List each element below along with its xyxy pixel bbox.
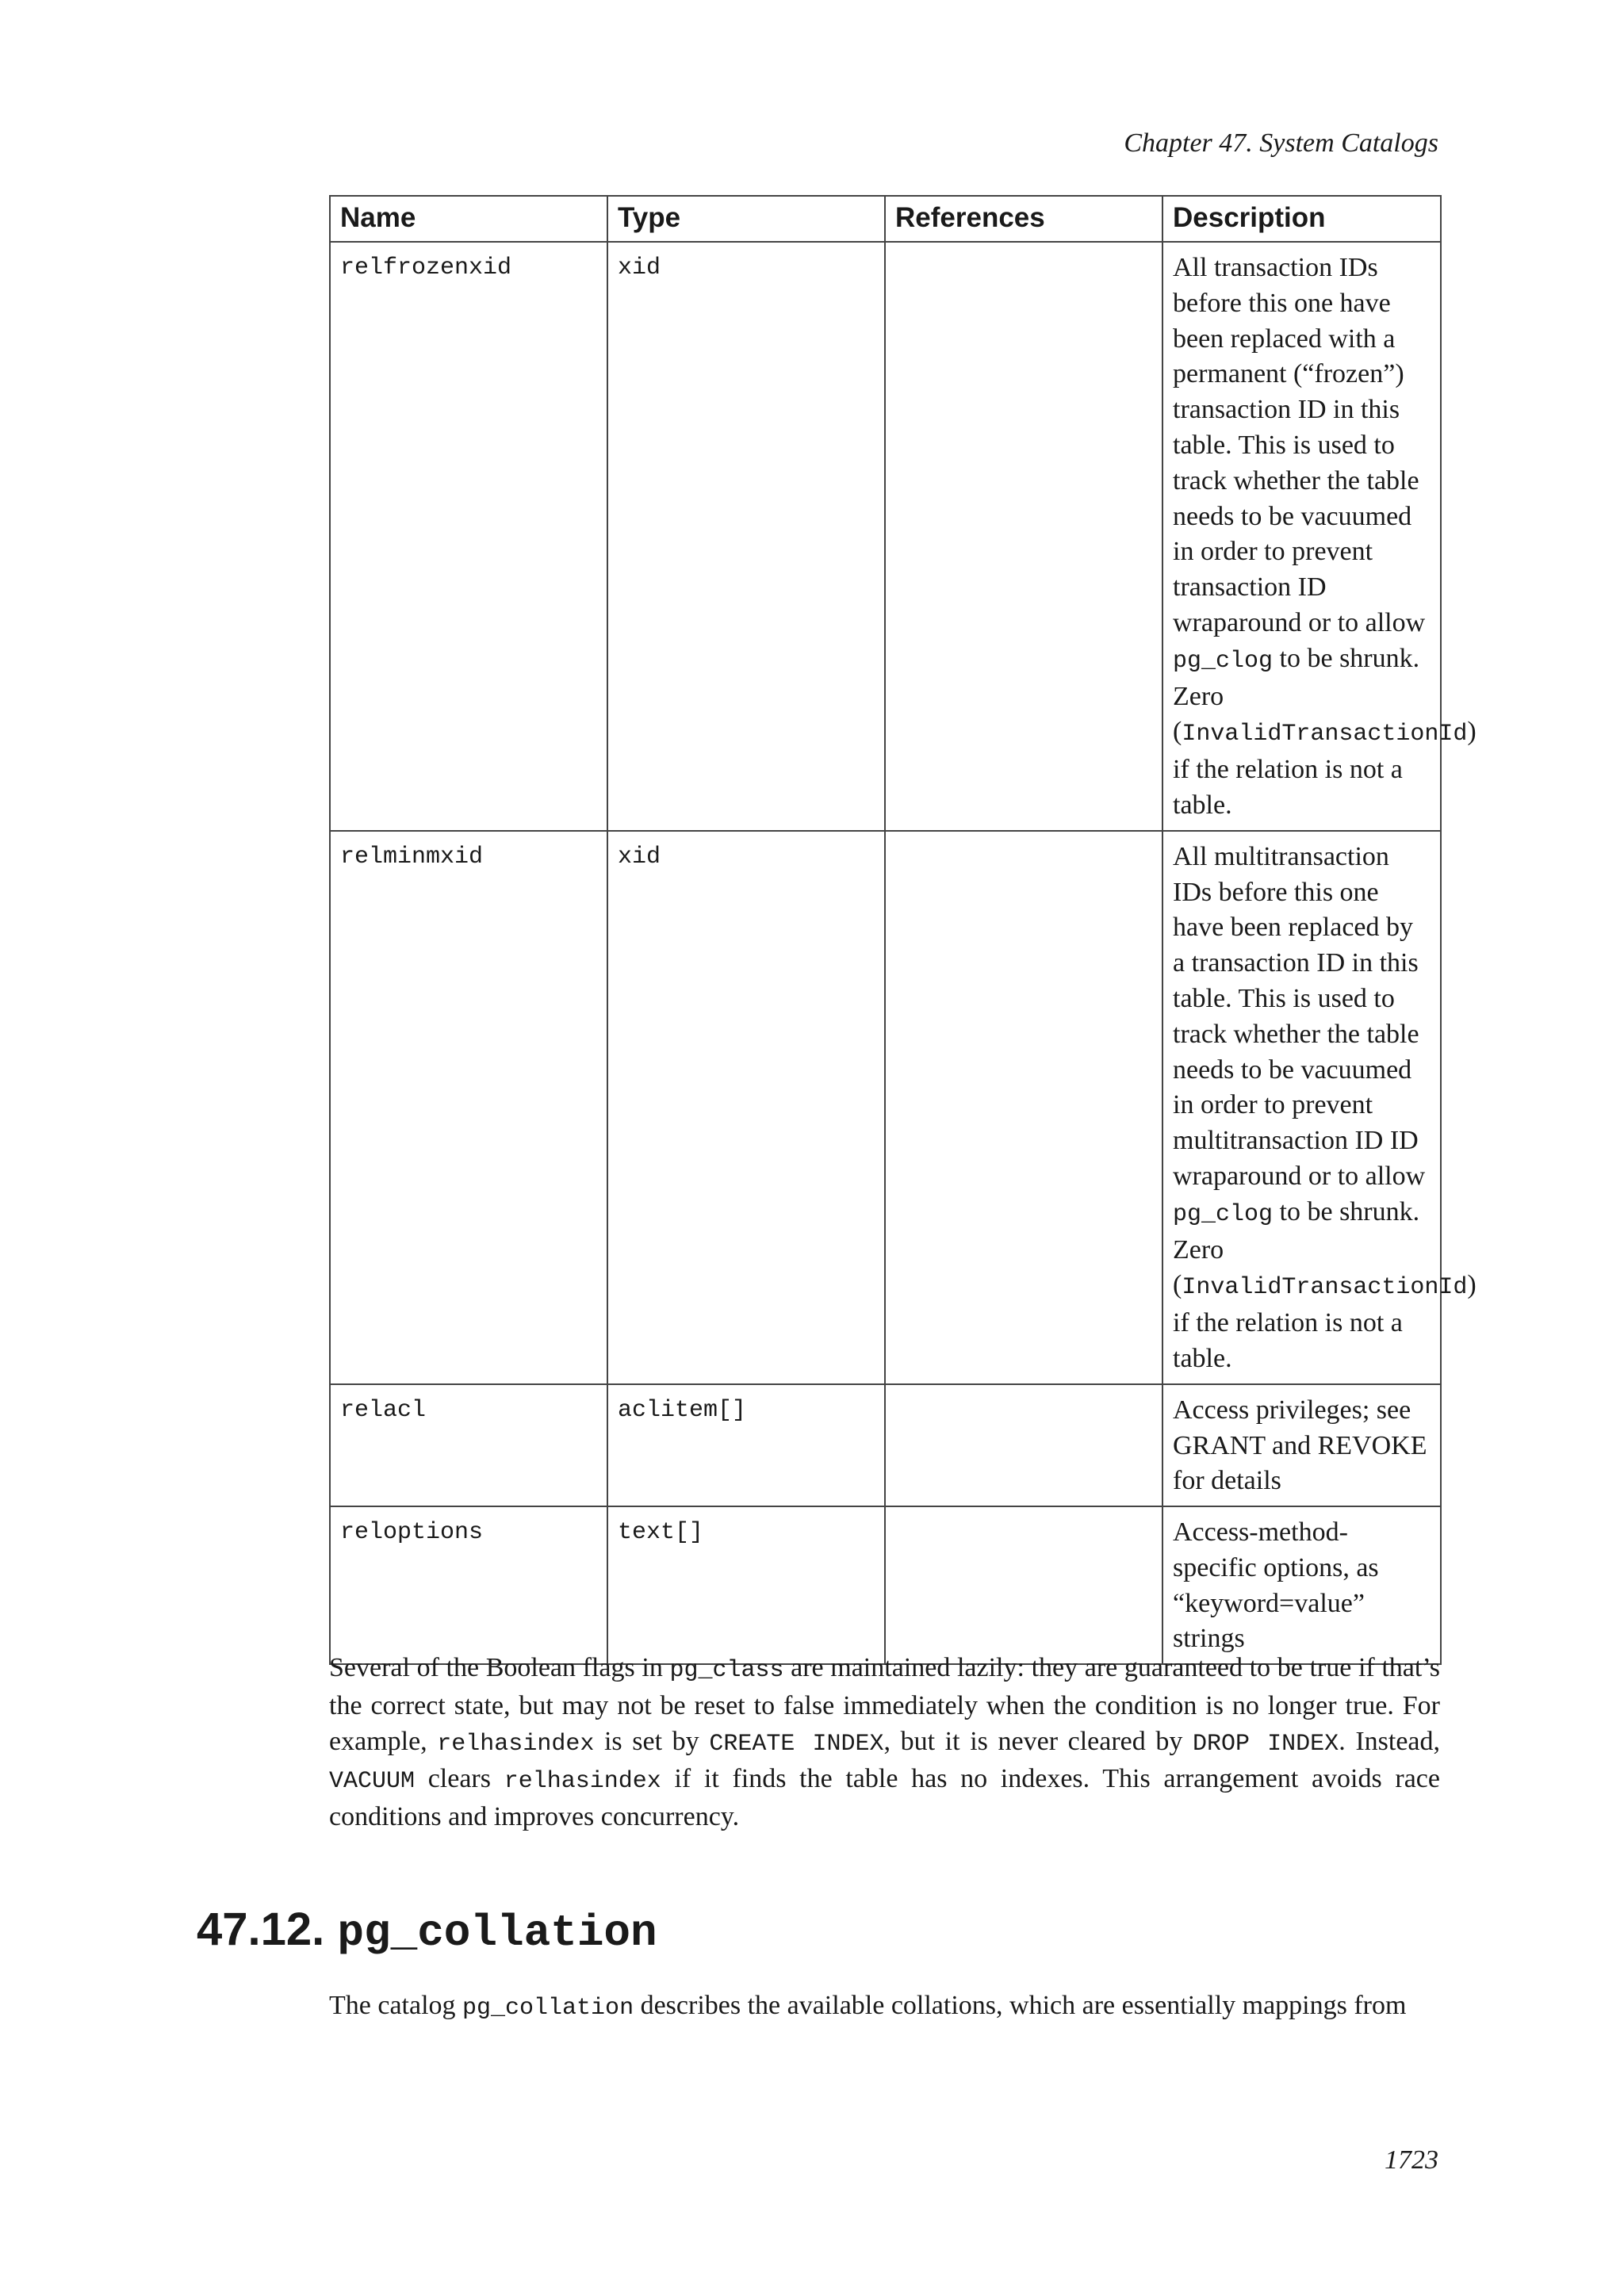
cell-type: xid <box>607 831 885 1384</box>
paragraph-text: The catalog <box>329 1991 463 2020</box>
description-line: strings <box>1173 1624 1245 1654</box>
description-line: permanent (“frozen”) <box>1173 359 1404 389</box>
paragraph-text: is set by <box>594 1726 710 1756</box>
paragraph-text: describes the available collations, which are essentially mappings from <box>634 1991 1407 2020</box>
paren-open: ( <box>1173 717 1182 747</box>
inline-code: relhasindex <box>437 1730 595 1758</box>
description-line: a transaction ID in this <box>1173 948 1419 978</box>
cell-references <box>885 242 1162 831</box>
cell-type: text[] <box>607 1506 885 1664</box>
column-header-type: Type <box>607 196 885 242</box>
inline-code: VACUUM <box>329 1768 416 1796</box>
description-line: transaction ID <box>1173 572 1327 603</box>
description-line: table. This is used to <box>1173 983 1395 1013</box>
table-header-row <box>330 196 1441 242</box>
description-line: needs to be vacuumed <box>1173 501 1412 531</box>
inline-code: DROP INDEX <box>1193 1730 1339 1758</box>
table-row <box>330 1506 1441 1664</box>
description-line: in order to prevent <box>1173 1090 1373 1120</box>
cell-type: aclitem[] <box>607 1384 885 1506</box>
paragraph-text: Several of the Boolean flags in <box>329 1653 670 1682</box>
page-number: 1723 <box>1385 2145 1438 2175</box>
paren-close: ) <box>1467 1270 1477 1300</box>
section-heading <box>197 1903 657 1958</box>
column-header-description: Description <box>1162 196 1441 242</box>
cell-name: relfrozenxid <box>330 242 607 831</box>
description-line: transaction ID in this <box>1173 395 1400 425</box>
paragraph-text: . Instead, <box>1339 1726 1441 1756</box>
cell-name: relminmxid <box>330 831 607 1384</box>
description-text: to be shrunk. <box>1273 643 1420 673</box>
inline-code: CREATE INDEX <box>709 1730 884 1758</box>
body-paragraph <box>329 1988 1440 2026</box>
body-paragraph <box>329 1651 1440 1835</box>
description-line: Zero <box>1173 681 1224 711</box>
description-line: track whether the table <box>1173 465 1419 496</box>
description-line: in order to prevent <box>1173 537 1373 567</box>
description-line <box>1173 714 1477 752</box>
table-row <box>330 1384 1441 1506</box>
table-row <box>330 831 1441 1384</box>
catalog-columns-table <box>329 195 1477 1665</box>
inline-code: relhasindex <box>504 1768 661 1796</box>
description-line <box>1173 1195 1431 1233</box>
description-line: All transaction IDs <box>1173 253 1378 282</box>
description-line: Zero <box>1173 1234 1224 1265</box>
section-title-code: pg_collation <box>337 1908 657 1958</box>
description-line: have been replaced by <box>1173 913 1413 943</box>
description-line: track whether the table <box>1173 1019 1419 1049</box>
cell-description <box>1162 242 1477 831</box>
description-line: wraparound or to allow <box>1173 607 1426 637</box>
inline-code: InvalidTransactionId <box>1182 1274 1468 1302</box>
description-line: for details <box>1173 1466 1281 1496</box>
description-line: GRANT and REVOKE <box>1173 1430 1427 1460</box>
paren-open: ( <box>1173 1270 1182 1300</box>
description-line: table. <box>1173 790 1232 820</box>
description-line: before this one have <box>1173 288 1391 318</box>
description-line: needs to be vacuumed <box>1173 1054 1412 1085</box>
running-head: Chapter 47. System Catalogs <box>1124 128 1438 158</box>
cell-description <box>1162 831 1477 1384</box>
description-line: been replaced with a <box>1173 323 1396 354</box>
cell-references <box>885 1384 1162 1506</box>
description-line: Access privileges; see <box>1173 1395 1411 1425</box>
cell-references <box>885 831 1162 1384</box>
description-line: table. This is used to <box>1173 430 1395 460</box>
description-line: All multitransaction <box>1173 841 1389 871</box>
description-line: table. <box>1173 1343 1232 1373</box>
paragraph-text: , but it is never cleared by <box>883 1726 1193 1756</box>
inline-code: pg_collation <box>462 1995 634 2022</box>
description-text: to be shrunk. <box>1273 1196 1420 1226</box>
paragraph-text: if it finds the table has no indexes. This arrangement avoids race conditions and improves concurrency. <box>329 1764 1440 1832</box>
description-line: Access-method- <box>1173 1517 1348 1548</box>
cell-type: xid <box>607 242 885 831</box>
description-line: if the relation is not a <box>1173 755 1403 785</box>
description-line: if the relation is not a <box>1173 1308 1403 1338</box>
inline-code: pg_class <box>669 1657 784 1684</box>
paragraph-text: clears <box>415 1764 504 1794</box>
description-line: “keyword=value” <box>1173 1588 1365 1618</box>
paren-close: ) <box>1467 717 1477 747</box>
description-line: multitransaction ID ID <box>1173 1126 1419 1156</box>
description-line <box>1173 641 1431 679</box>
cell-name: relacl <box>330 1384 607 1506</box>
description-line: specific options, as <box>1173 1552 1379 1582</box>
column-header-name: Name <box>330 196 607 242</box>
cell-references <box>885 1506 1162 1664</box>
description-line <box>1173 1268 1477 1306</box>
table-row <box>330 242 1441 831</box>
inline-code: pg_clog <box>1173 647 1274 675</box>
cell-name: reloptions <box>330 1506 607 1664</box>
cell-description <box>1162 1506 1441 1664</box>
inline-code: InvalidTransactionId <box>1182 721 1468 748</box>
column-header-references: References <box>885 196 1162 242</box>
description-line: IDs before this one <box>1173 877 1379 907</box>
inline-code: pg_clog <box>1173 1200 1274 1228</box>
paragraph-text: are maintained lazily: they are guaranteed to be true if that’s the correct state, but may not be reset to false immediately when the condition is no longer true. For example, <box>329 1653 1441 1756</box>
description-line: wraparound or to allow <box>1173 1161 1426 1191</box>
section-number: 47.12. <box>197 1904 338 1955</box>
cell-description <box>1162 1384 1441 1506</box>
